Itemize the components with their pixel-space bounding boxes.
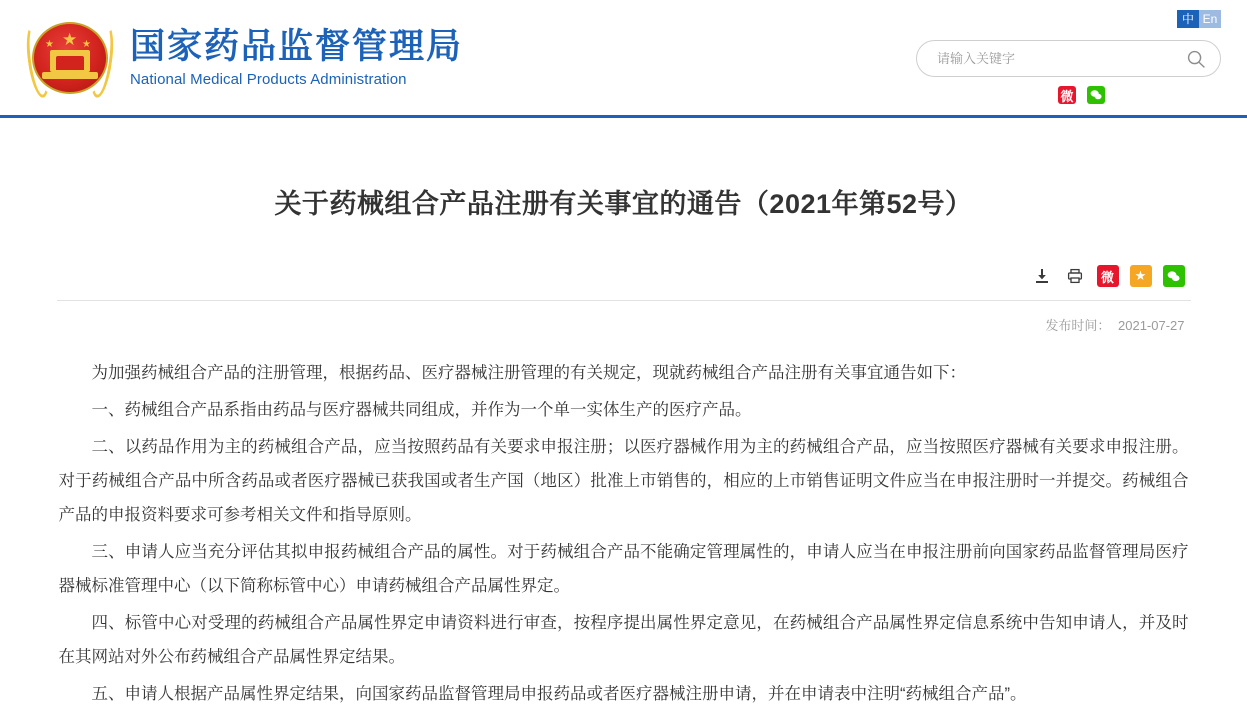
wechat-icon[interactable] bbox=[1087, 86, 1105, 104]
org-name-cn: 国家药品监督管理局 bbox=[130, 27, 464, 66]
site-header bbox=[0, 0, 1247, 118]
social-links bbox=[1058, 86, 1221, 104]
publish-date: 2021-07-27 bbox=[1118, 318, 1185, 334]
search-input[interactable] bbox=[935, 50, 1186, 67]
lang-english[interactable]: En bbox=[1199, 10, 1221, 28]
article-meta bbox=[57, 300, 1191, 344]
article-container bbox=[29, 118, 1219, 711]
lang-chinese[interactable]: 中 bbox=[1177, 10, 1199, 28]
article-body bbox=[29, 344, 1219, 711]
search-area bbox=[916, 40, 1221, 77]
search-icon[interactable] bbox=[1186, 49, 1206, 69]
article-paragraph: 二、以药品作用为主的药械组合产品，应当按照药品有关要求申报注册；以医疗器械作用为主的药械组合产品，应当按照医疗器械有关要求申报注册。对于药械组合产品中所含药品或者医疗器械已获我国或者生产国（地区）批准上市销售的，相应的上市销售证明文件应当在申报注册时一并提交。药械组合产品的申报资料要求可参考相关文件和指导原则。 bbox=[58, 438, 1189, 525]
article-paragraph: 四、标管中心对受理的药械组合产品属性界定申请资料进行审查，按程序提出属性界定意见，在药械组合产品属性界定信息系统中告知申请人，并及时在其网站对外公布药械组合产品属性界定结果。 bbox=[58, 614, 1189, 667]
weibo-icon[interactable]: 微 bbox=[1058, 86, 1076, 104]
publish-time-label: 发布时间： bbox=[1045, 318, 1111, 334]
brand-text bbox=[130, 25, 463, 91]
article-paragraph: 一、药械组合产品系指由药品与医疗器械共同组成，并作为一个单一实体生产的医疗产品。 bbox=[91, 401, 752, 420]
mail-icon[interactable] bbox=[1145, 86, 1163, 104]
download-icon[interactable] bbox=[1031, 265, 1053, 287]
article-paragraph: 五、申请人根据产品属性界定结果，向国家药品监督管理局申报药品或者医疗器械注册申请，并在申请表中注明“药械组合产品”。 bbox=[91, 685, 1027, 704]
weibo-share-icon[interactable]: 微 bbox=[1097, 265, 1119, 287]
national-emblem-icon: ★ ★ ★ bbox=[28, 16, 112, 100]
site-brand[interactable] bbox=[28, 16, 463, 100]
print-icon[interactable] bbox=[1064, 265, 1086, 287]
user-icon[interactable] bbox=[1203, 86, 1221, 104]
mobile-icon[interactable] bbox=[1116, 86, 1134, 104]
wechat-share-icon[interactable] bbox=[1163, 265, 1185, 287]
article-paragraph: 为加强药械组合产品的注册管理，根据药品、医疗器械注册管理的有关规定，现就药械组合产品注册有关事宜通告如下： bbox=[91, 364, 966, 383]
favorite-icon[interactable]: ★ bbox=[1130, 265, 1152, 287]
page-title: 关于药械组合产品注册有关事宜的通告（2021年第52号） bbox=[274, 189, 973, 220]
article-paragraph: 三、申请人应当充分评估其拟申报药械组合产品的属性。对于药械组合产品不能确定管理属性的，申请人应当在申报注册前向国家药品监督管理局医疗器械标准管理中心（以下简称标管中心）申请药械组合产品属性界定。 bbox=[58, 543, 1189, 596]
org-name-en: National Medical Products Administration bbox=[130, 71, 407, 88]
search-box[interactable] bbox=[916, 40, 1221, 77]
chat-icon[interactable] bbox=[1174, 86, 1192, 104]
article-toolbar bbox=[29, 262, 1219, 290]
language-switch[interactable] bbox=[1177, 10, 1221, 28]
